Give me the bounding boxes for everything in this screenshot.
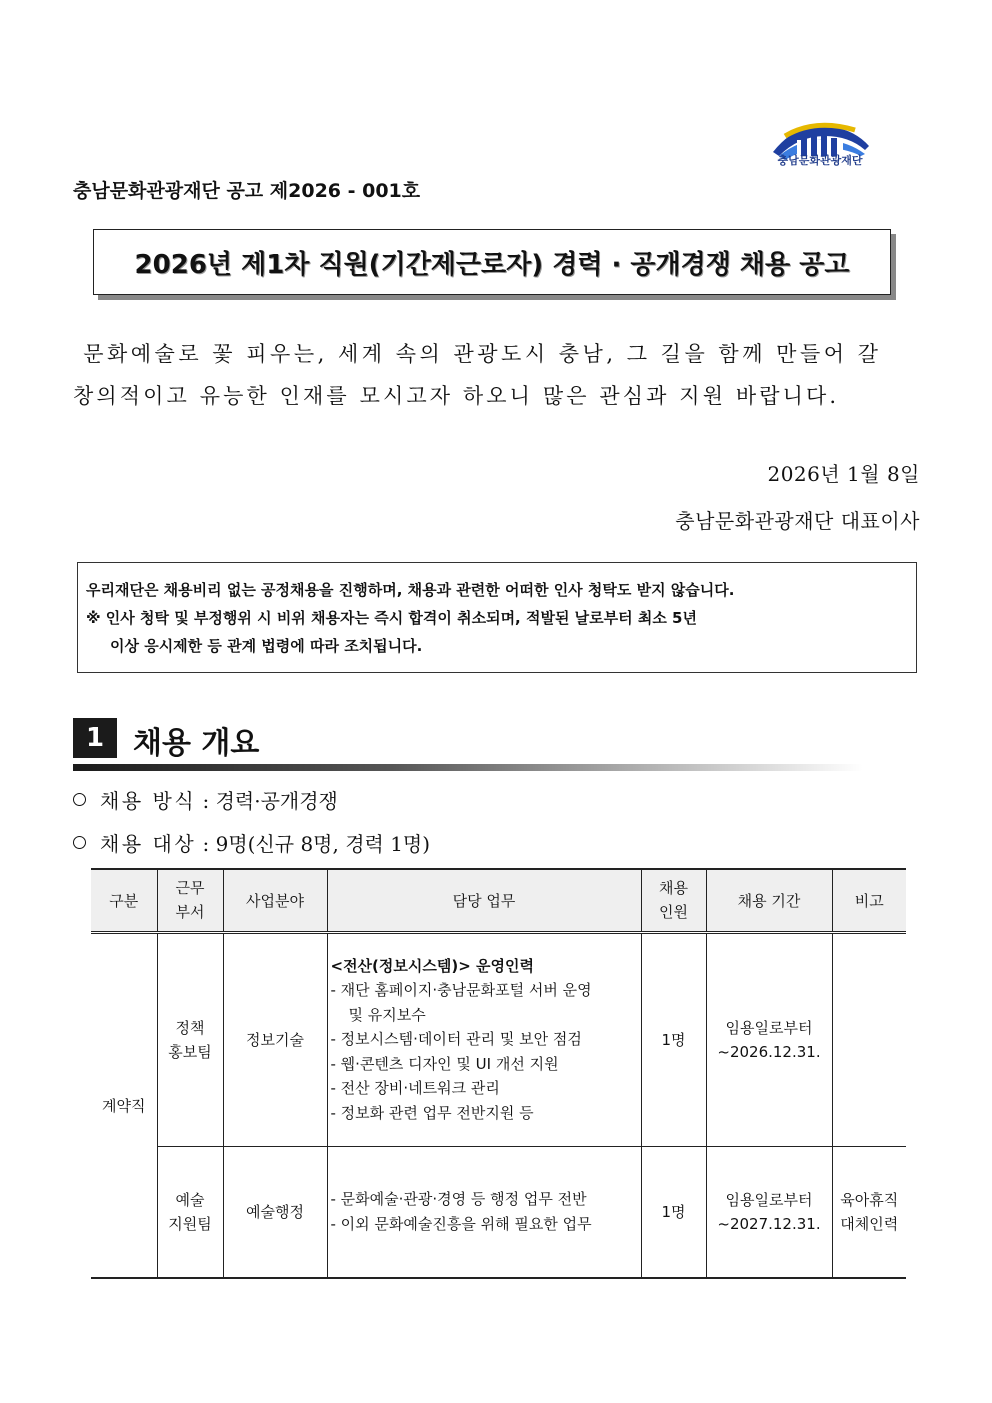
section-title: 채용 개요	[133, 726, 260, 761]
table-header-row	[91, 869, 906, 932]
section-divider	[73, 764, 863, 771]
header-period: 채용 기간	[706, 869, 832, 932]
duty-item: - 이외 문화예술진흥을 위해 필요한 업무	[330, 1214, 592, 1233]
cell-period: 임용일로부터 ~2027.12.31.	[706, 1146, 832, 1278]
cell-period: 임용일로부터 ~2026.12.31.	[706, 932, 832, 1146]
cell-field: 정보기술	[223, 932, 327, 1146]
cell-count: 1명	[641, 932, 706, 1146]
circle-bullet-icon	[73, 836, 86, 849]
bullet-hiring-method	[73, 785, 338, 814]
duty-title: <전산(정보시스템)> 운영인력	[330, 956, 534, 975]
intro-line-2: 창의적이고 유능한 인재를 모시고자 하오니 많은 관심과 지원 바랍니다.	[73, 384, 840, 408]
header-field: 사업분야	[223, 869, 327, 932]
duty-item: 및 유지보수	[348, 1005, 426, 1024]
fairness-line-3: 이상 응시제한 등 관계 법령에 따라 조치됩니다.	[110, 637, 423, 655]
fairness-notice-box	[77, 562, 917, 673]
cell-category: 계약직	[91, 932, 157, 1278]
bullet-label: 채용 방식	[100, 789, 197, 813]
duty-item: - 문화예술·관광·경영 등 행정 업무 전반	[330, 1190, 587, 1209]
bullet-value: : 경력·공개경쟁	[202, 789, 338, 813]
cell-note	[832, 932, 906, 1146]
cell-count: 1명	[641, 1146, 706, 1278]
table-row	[91, 932, 906, 1146]
signer: 충남문화관광재단 대표이사	[675, 509, 920, 533]
header-category: 구분	[91, 869, 157, 932]
fairness-line-1: 우리재단은 채용비리 없는 공정채용을 진행하며, 채용과 관련한 어떠한 인사 청탁도 받지 않습니다.	[86, 581, 735, 599]
header-duty: 담당 업무	[327, 869, 641, 932]
bullet-value: : 9명(신규 8명, 경력 1명)	[202, 832, 431, 856]
recruitment-table	[91, 868, 906, 1279]
intro-line-1: 문화예술로 꽃 피우는, 세계 속의 관광도시 충남, 그 길을 함께 만들어 갈	[83, 342, 882, 366]
circle-bullet-icon	[73, 793, 86, 806]
table-row	[91, 1146, 906, 1278]
fairness-line-2: ※ 인사 청탁 및 부정행위 시 비위 채용자는 즉시 합격이 취소되며, 적발된 날로부터 최소 5년	[86, 609, 697, 627]
logo-text: 충남문화관광재단	[777, 154, 863, 167]
cell-duty	[327, 932, 641, 1146]
header-note: 비고	[832, 869, 906, 932]
bullet-label: 채용 대상	[100, 832, 197, 856]
cell-note: 육아휴직 대체인력	[832, 1146, 906, 1278]
page-title: 2026년 제1차 직원(기간제근로자) 경력 · 공개경쟁 채용 공고	[134, 249, 850, 280]
notice-date: 2026년 1월 8일	[767, 462, 920, 486]
cell-department: 정책 홍보팀	[157, 932, 223, 1146]
cell-department: 예술 지원팀	[157, 1146, 223, 1278]
header-department: 근무 부서	[157, 869, 223, 932]
bullet-hiring-target	[73, 828, 430, 857]
duty-item: - 정보화 관련 업무 전반지원 등	[330, 1103, 534, 1122]
duty-item: - 전산 장비·네트워크 관리	[330, 1079, 500, 1098]
duty-item: - 재단 홈페이지·충남문화포털 서버 운영	[330, 981, 592, 1000]
cell-duty	[327, 1146, 641, 1278]
duty-item: - 정보시스템·데이터 관리 및 보안 점검	[330, 1030, 582, 1049]
cell-field: 예술행정	[223, 1146, 327, 1278]
section-number: 1	[73, 718, 117, 758]
duty-item: - 웹·콘텐츠 디자인 및 UI 개선 지원	[330, 1054, 559, 1073]
notice-number: 충남문화관광재단 공고 제2026 - 001호	[73, 180, 421, 202]
header-count: 채용 인원	[641, 869, 706, 932]
title-box	[93, 229, 891, 295]
